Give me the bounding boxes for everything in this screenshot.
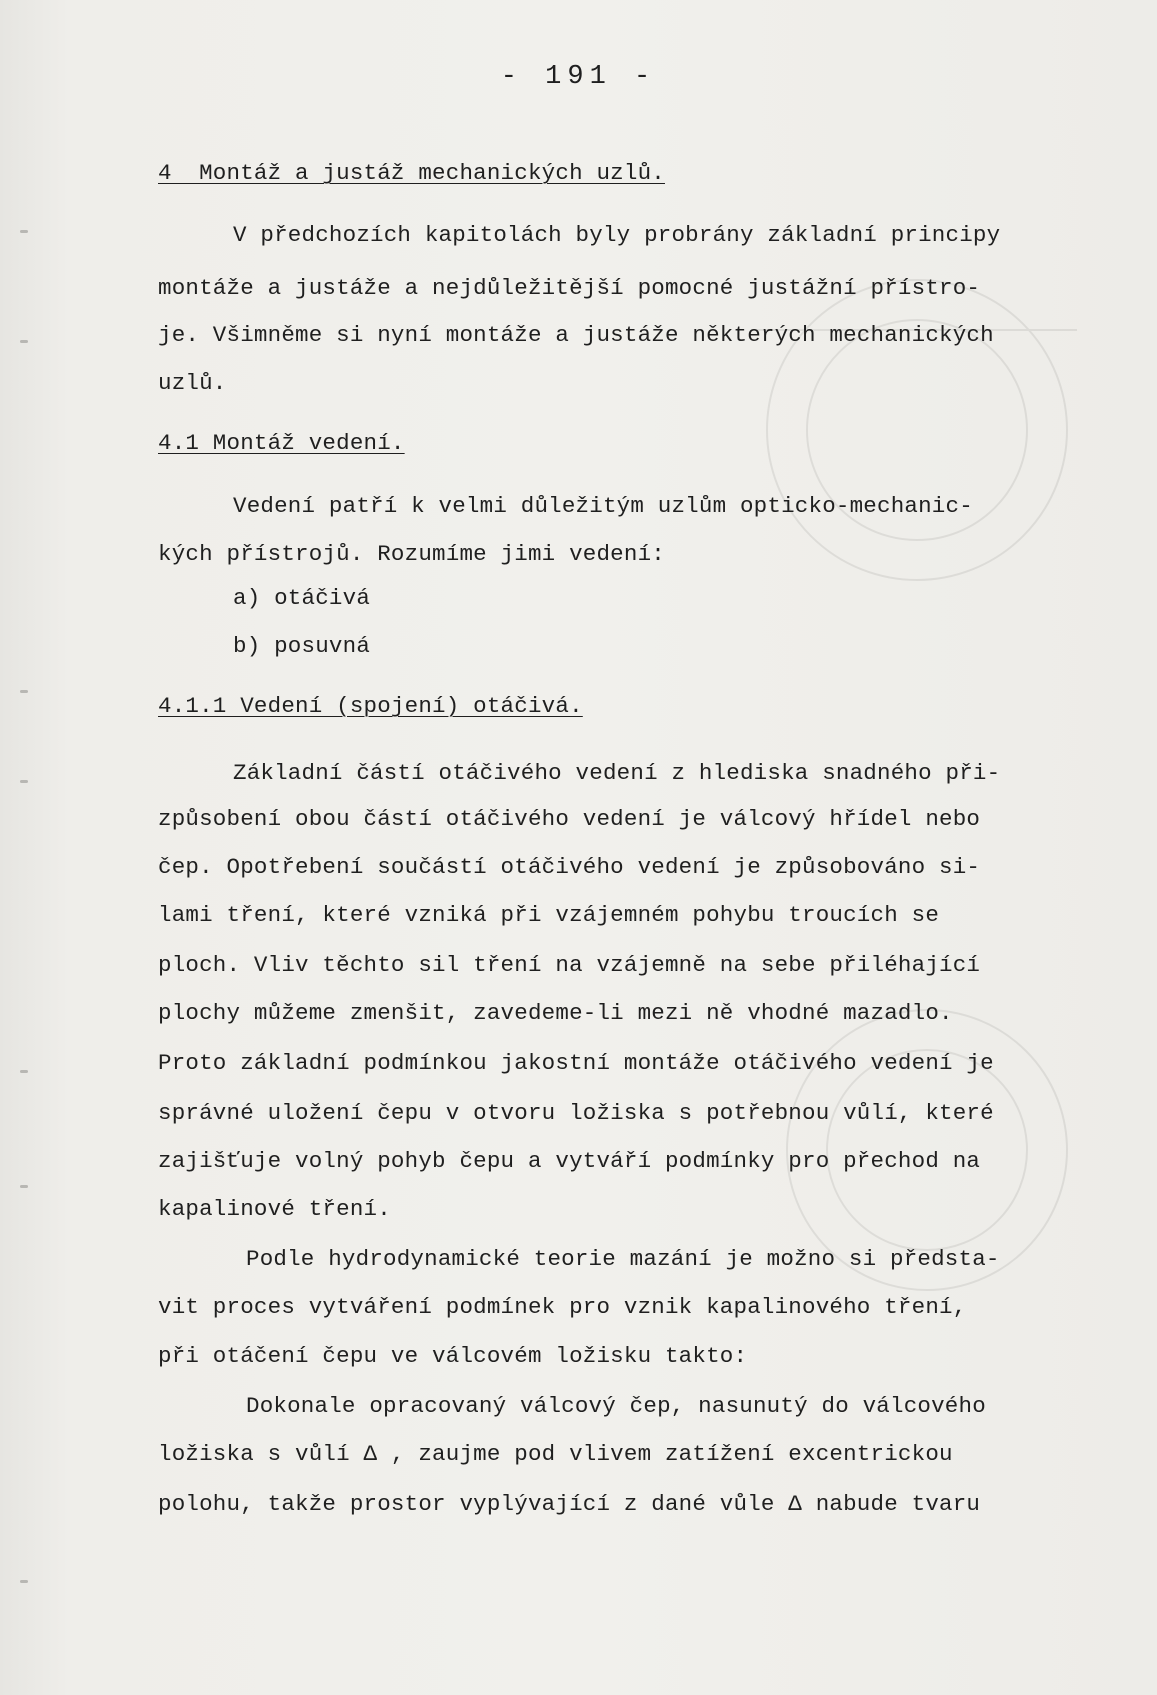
subsection-heading: 4.1 Montáž vedení.: [158, 430, 405, 456]
section-heading: 4 Montáž a justáž mechanických uzlů.: [158, 160, 665, 186]
punch-mark: [20, 1070, 28, 1073]
text-line: při otáčení čepu ve válcovém ložisku takto:: [158, 1343, 748, 1369]
text-line: polohu, takže prostor vyplývající z dané vůle Δ nabude tvaru: [158, 1491, 981, 1517]
text-line: montáže a justáže a nejdůležitější pomocné justážní přístro-: [158, 275, 981, 301]
text-line: vit proces vytváření podmínek pro vznik kapalinového tření,: [158, 1294, 967, 1320]
text-line: kých přístrojů. Rozumíme jimi vedení:: [158, 541, 665, 567]
list-item: a) otáčivá: [233, 585, 371, 611]
bleed-through-figures: [597, 130, 1117, 1380]
punch-mark: [20, 230, 28, 233]
punch-mark: [20, 690, 28, 693]
text-line: čep. Opotřebení součástí otáčivého vedení je způsobováno si-: [158, 854, 981, 880]
text-line: V předchozích kapitolách byly probrány základní principy: [233, 222, 1001, 248]
punch-mark: [20, 1580, 28, 1583]
text-line: Vedení patří k velmi důležitým uzlům opticko-mechanic-: [233, 493, 973, 519]
text-line: způsobení obou částí otáčivého vedení je válcový hřídel nebo: [158, 806, 981, 832]
text-line: plochy můžeme zmenšit, zavedeme-li mezi ně vhodné mazadlo.: [158, 1000, 953, 1026]
text-line: Proto základní podmínkou jakostní montáže otáčivého vedení je: [158, 1050, 994, 1076]
punch-mark: [20, 1185, 28, 1188]
text-line: uzlů.: [158, 370, 227, 396]
punch-mark: [20, 780, 28, 783]
text-line: zajišťuje volný pohyb čepu a vytváří podmínky pro přechod na: [158, 1148, 981, 1174]
text-line: Základní částí otáčivého vedení z hlediska snadného při-: [233, 760, 1001, 786]
text-line: správné uložení čepu v otvoru ložiska s potřebnou vůlí, které: [158, 1100, 994, 1126]
subsubsection-heading: 4.1.1 Vedení (spojení) otáčivá.: [158, 693, 583, 719]
text-line: kapalinové tření.: [158, 1196, 391, 1222]
text-line: Dokonale opracovaný válcový čep, nasunutý do válcového: [246, 1393, 986, 1419]
punch-mark: [20, 340, 28, 343]
text-line: je. Všimněme si nyní montáže a justáže některých mechanických: [158, 322, 994, 348]
list-item: b) posuvná: [233, 633, 371, 659]
text-line: ploch. Vliv těchto sil tření na vzájemně na sebe přiléhající: [158, 952, 981, 978]
text-line: lami tření, které vzniká při vzájemném pohybu troucích se: [158, 902, 940, 928]
text-line: ložiska s vůlí Δ , zaujme pod vlivem zatížení excentrickou: [158, 1441, 953, 1467]
bleed-through-reverse-side: [597, 130, 1117, 1380]
page-number: - 191 -: [500, 62, 657, 92]
text-line: Podle hydrodynamické teorie mazání je možno si předsta-: [246, 1246, 1000, 1272]
